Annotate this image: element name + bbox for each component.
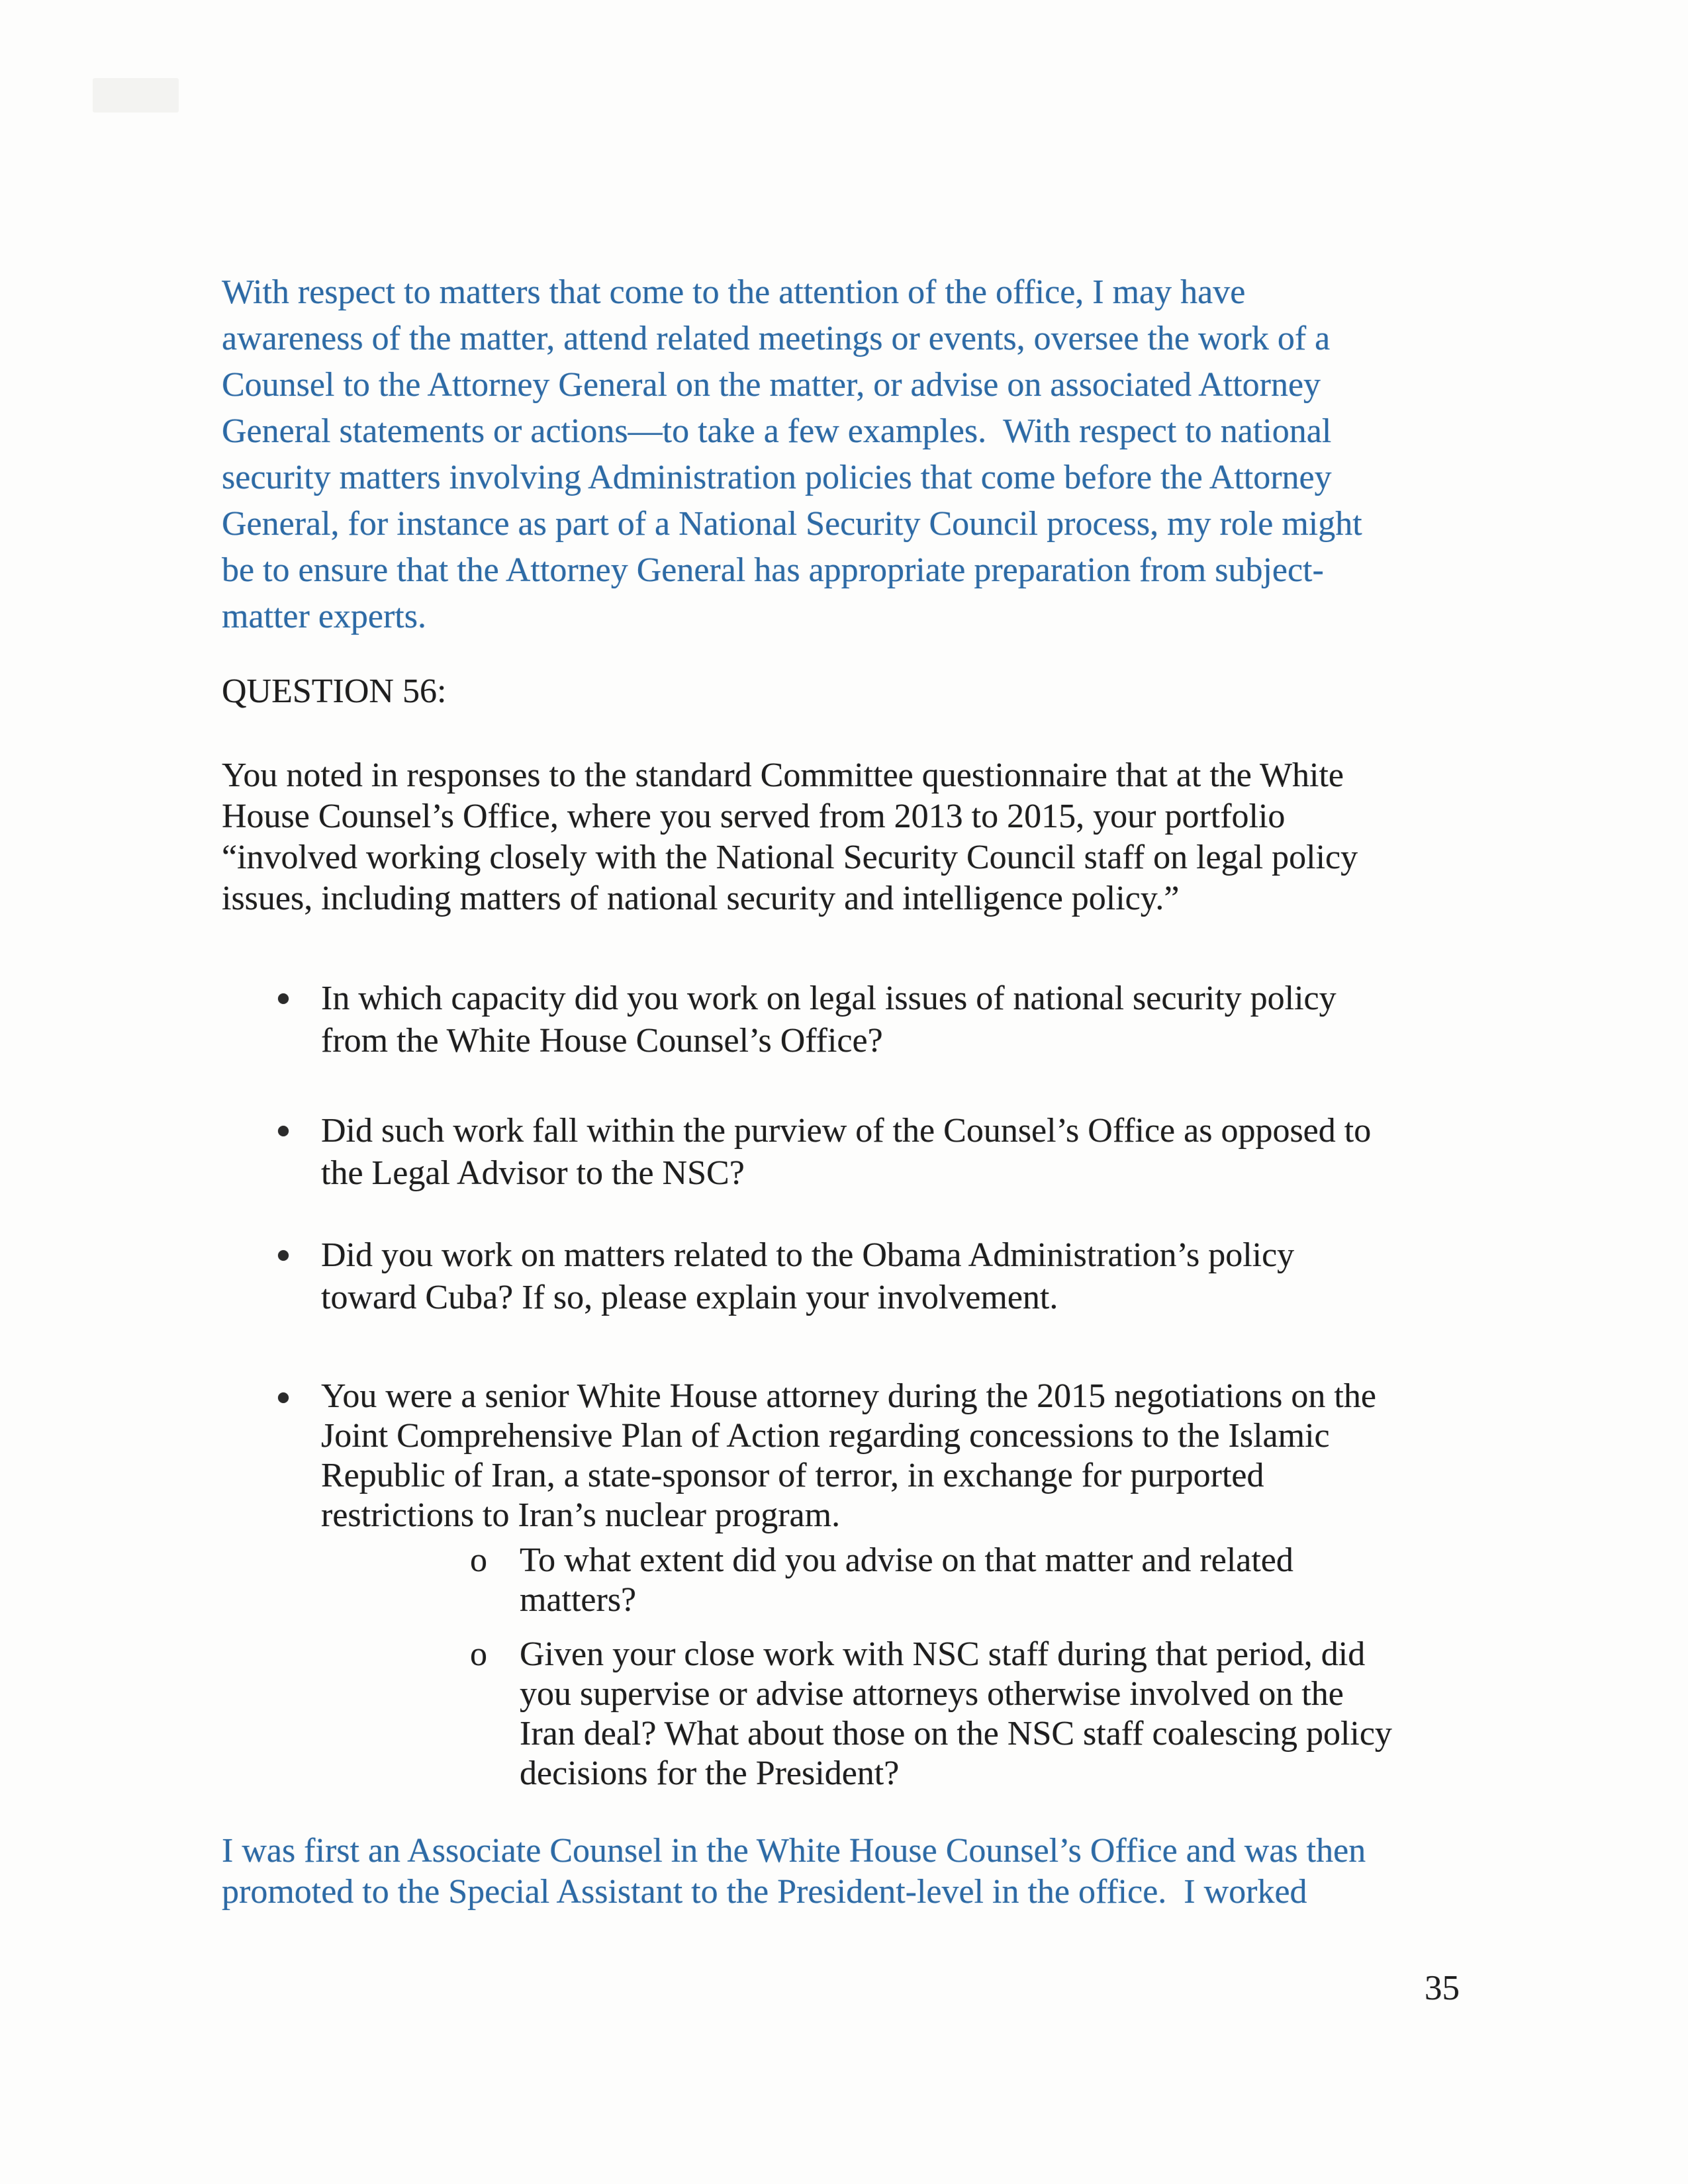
- sub-bullet-item: [222, 1635, 1585, 1794]
- text-line: issues, including matters of national security and intelligence policy.”: [222, 880, 1180, 917]
- bullet-list: [222, 978, 1585, 1794]
- text-line: Given your close work with NSC staff during that period, did: [520, 1635, 1366, 1673]
- text-line: matters?: [520, 1581, 637, 1619]
- question-heading-label: QUESTION 56:: [222, 672, 447, 710]
- bullet-icon: [278, 1250, 289, 1261]
- document-body: [222, 269, 1585, 1913]
- bullet-item: [222, 1234, 1585, 1319]
- text-line: restrictions to Iran’s nuclear program.: [321, 1496, 841, 1534]
- text-line: You were a senior White House attorney during the 2015 negotiations on the: [321, 1377, 1376, 1415]
- bullet-item: [222, 1110, 1585, 1195]
- text-line: General statements or actions—to take a few examples. With respect to national: [222, 412, 1332, 450]
- bullet-item: [222, 978, 1585, 1062]
- text-line: Joint Comprehensive Plan of Action regarding concessions to the Islamic: [321, 1417, 1330, 1455]
- text-line: decisions for the President?: [520, 1754, 900, 1792]
- bullet-icon: [278, 993, 289, 1004]
- text-line: the Legal Advisor to the NSC?: [321, 1154, 745, 1192]
- text-line: toward Cuba? If so, please explain your involvement.: [321, 1279, 1058, 1316]
- text-line: from the White House Counsel’s Office?: [321, 1022, 883, 1060]
- text-line: To what extent did you advise on that matter and related: [520, 1541, 1293, 1579]
- text-line: You noted in responses to the standard Committee questionnaire that at the White: [222, 756, 1344, 794]
- text-line: General, for instance as part of a National Security Council process, my role might: [222, 505, 1362, 543]
- text-line: promoted to the Special Assistant to the President-level in the office. I worked: [222, 1873, 1307, 1911]
- text-line: I was first an Associate Counsel in the White House Counsel’s Office and was then: [222, 1832, 1366, 1870]
- text-line: With respect to matters that come to the attention of the office, I may have: [222, 273, 1246, 311]
- text-line: House Counsel’s Office, where you served from 2013 to 2015, your portfolio: [222, 797, 1286, 835]
- text-line: awareness of the matter, attend related meetings or events, oversee the work of a: [222, 320, 1331, 357]
- question-intro-paragraph: [222, 755, 1585, 919]
- question-heading: [222, 670, 1585, 713]
- circle-bullet-icon: o: [470, 1541, 487, 1579]
- circle-bullet-icon: o: [470, 1635, 487, 1673]
- text-line: Did such work fall within the purview of the Counsel’s Office as opposed to: [321, 1112, 1372, 1150]
- text-line: Iran deal? What about those on the NSC staff coalescing policy: [520, 1715, 1392, 1752]
- text-line: Republic of Iran, a state-sponsor of terror, in exchange for purported: [321, 1457, 1264, 1494]
- text-line: Did you work on matters related to the Obama Administration’s policy: [321, 1236, 1295, 1274]
- scan-artifact: [93, 78, 179, 113]
- text-line: you supervise or advise attorneys otherwise involved on the: [520, 1675, 1344, 1713]
- text-line: matter experts.: [222, 598, 426, 635]
- text-line: security matters involving Administration policies that come before the Attorney: [222, 459, 1332, 496]
- page-number: 35: [1425, 1969, 1460, 2007]
- text-line: In which capacity did you work on legal issues of national security policy: [321, 979, 1336, 1017]
- answer-paragraph-start: [222, 1831, 1585, 1913]
- sub-bullet-item: [222, 1541, 1585, 1620]
- text-line: “involved working closely with the National Security Council staff on legal policy: [222, 839, 1358, 876]
- text-line: be to ensure that the Attorney General has appropriate preparation from subject-: [222, 551, 1324, 589]
- answer-paragraph-continued: [222, 269, 1585, 640]
- bullet-icon: [278, 1126, 289, 1136]
- bullet-icon: [278, 1392, 289, 1403]
- text-line: Counsel to the Attorney General on the matter, or advise on associated Attorney: [222, 366, 1321, 404]
- bullet-item: [222, 1377, 1585, 1535]
